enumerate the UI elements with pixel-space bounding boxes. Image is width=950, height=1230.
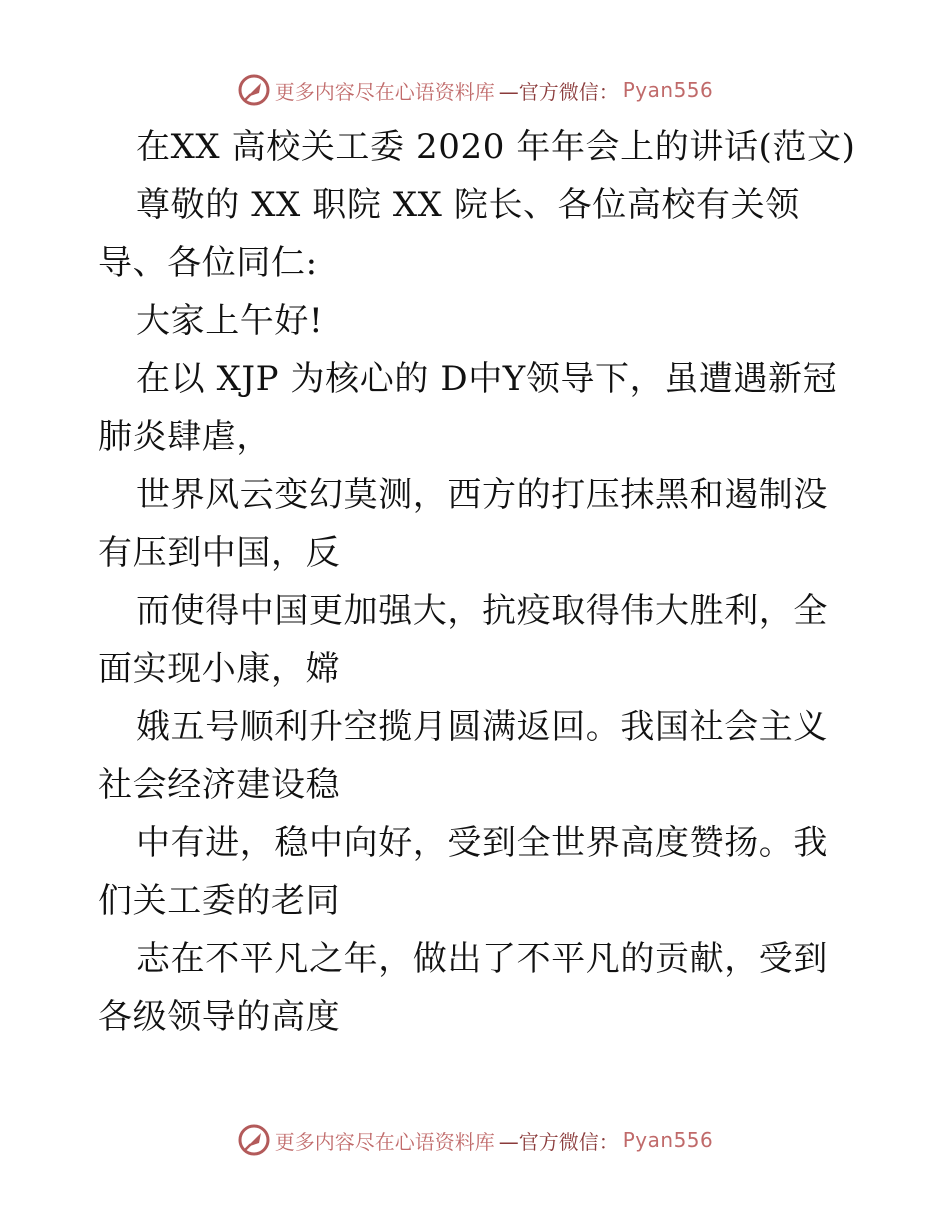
banner-wechat-id: Pyan556: [622, 78, 714, 102]
paragraph-body-5: 中有进，稳中向好，受到全世界高度赞扬。我们关工委的老同: [98, 823, 828, 921]
banner-official-label: —官方微信：: [498, 1129, 619, 1154]
paragraph-body-1: 在以 XJP 为核心的 D中Y领导下，虽遭遇新冠肺炎肆虐，: [98, 359, 838, 457]
paragraph-body-4: 娥五号顺利升空揽月圆满返回。我国社会主义社会经济建设稳: [98, 707, 828, 805]
banner-wechat-id: Pyan556: [622, 1128, 714, 1152]
document-title: 在XX 高校关工委 2020 年年会上的讲话(范文): [136, 127, 856, 167]
banner-official-label: —官方微信：: [498, 79, 619, 104]
paragraph-body-3: 而使得中国更加强大，抗疫取得伟大胜利，全面实现小康，嫦: [98, 591, 828, 689]
paragraph-salutation: 尊敬的 XX 职院 XX 院长、各位高校有关领导、各位同仁:: [98, 185, 800, 283]
banner-brand-text: 更多内容尽在心语资料库: [274, 1129, 495, 1154]
paragraph-body-6: 志在不平凡之年，做出了不平凡的贡献，受到各级领导的高度: [98, 939, 828, 1037]
footer-banner: [0, 1120, 950, 1160]
paragraph-greeting: 大家上午好!: [136, 301, 324, 341]
banner-brand-text: 更多内容尽在心语资料库: [274, 79, 495, 104]
header-banner: [0, 70, 950, 110]
paragraph-body-2: 世界风云变幻莫测，西方的打压抹黑和遏制没有压到中国，反: [98, 475, 828, 573]
quill-pen-logo-icon: [237, 1123, 271, 1157]
quill-pen-logo-icon: [237, 73, 271, 107]
document-body: [98, 118, 858, 1046]
